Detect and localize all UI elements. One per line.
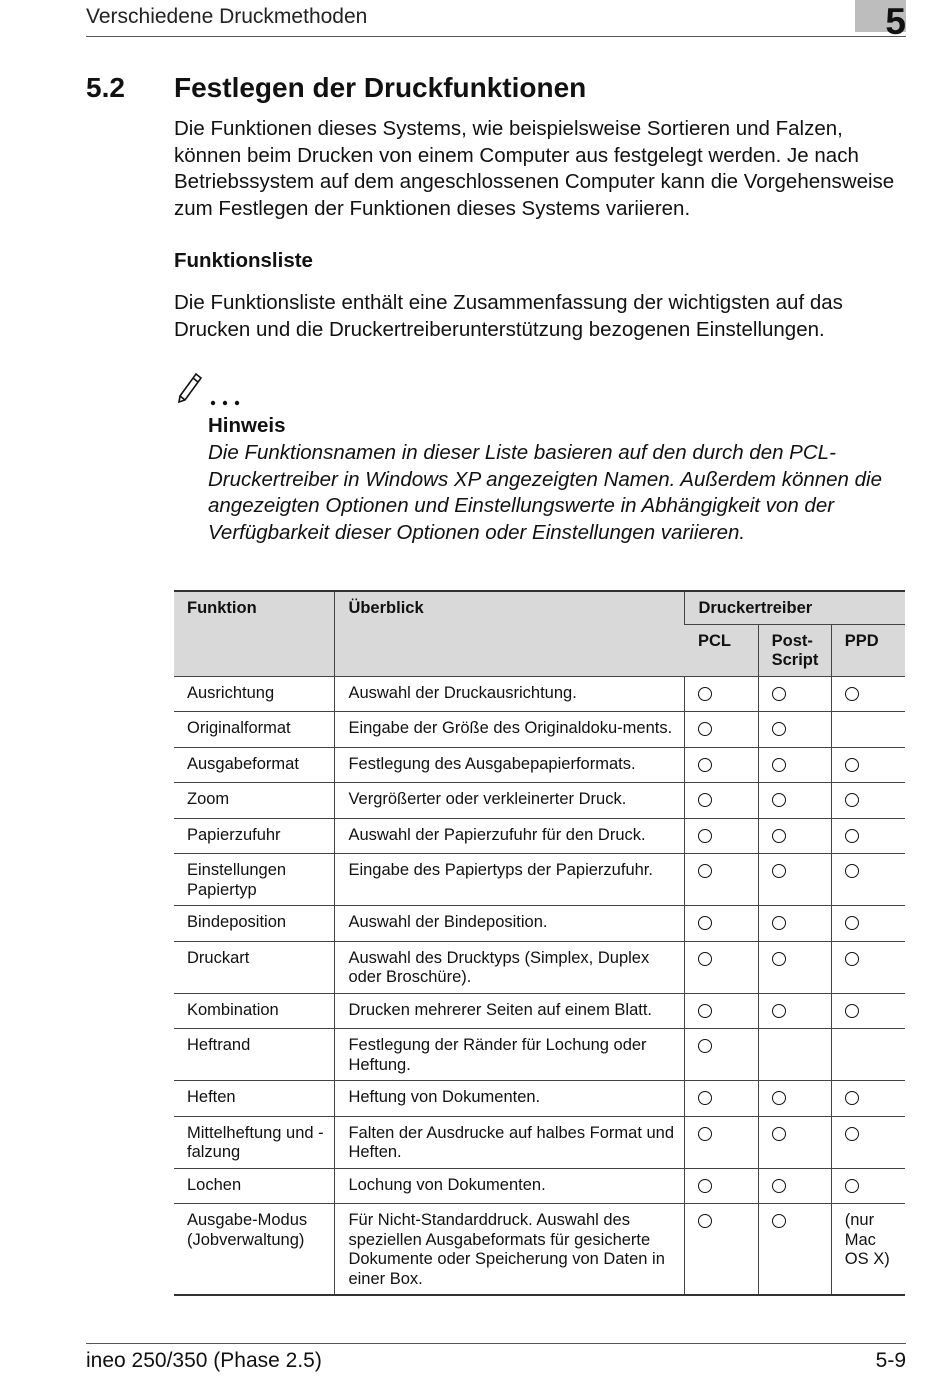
cell-funktion: Ausrichtung [174, 676, 335, 712]
cell-ppd [831, 854, 905, 906]
subheading-paragraph: Die Funktionsliste enthält eine Zusammenfassung der wichtigsten auf das Drucken und die Druckertreiberunterstützung bezogenen Einstellungen. [174, 291, 843, 341]
table-row [174, 783, 905, 819]
cell-pcl [685, 1029, 758, 1081]
supported-circle-icon [698, 687, 712, 701]
supported-circle-icon [772, 1127, 786, 1141]
cell-postscript [758, 818, 831, 854]
supported-circle-icon [845, 864, 859, 878]
table-row [174, 1168, 905, 1204]
supported-circle-icon [845, 758, 859, 772]
header-rule [86, 36, 906, 37]
note-text: Die Funktionsnamen in dieser Liste basieren auf den durch den PCL-Druckertreiber in Windows XP angezeigten Namen. Außerdem können die angezeigten Optionen und Einstellungswerte in Abhängigkeit von der Verfügbarkeit dieser Optionen oder Einstellungen variieren. [208, 441, 882, 544]
cell-funktion: Druckart [174, 941, 335, 993]
function-table [174, 590, 905, 1296]
running-header-title: Verschiedene Druckmethoden [86, 5, 368, 28]
cell-funktion: Lochen [174, 1168, 335, 1204]
supported-circle-icon [772, 952, 786, 966]
cell-pcl [685, 783, 758, 819]
cell-ueberblick: Festlegung des Ausgabepapierformats. [335, 747, 685, 783]
cell-ppd: (nur Mac OS X) [831, 1204, 905, 1296]
col-header-postscript: Post-Script [758, 624, 831, 676]
supported-circle-icon [698, 916, 712, 930]
supported-circle-icon [772, 829, 786, 843]
supported-circle-icon [772, 864, 786, 878]
supported-circle-icon [772, 1214, 786, 1228]
supported-circle-icon [698, 864, 712, 878]
cell-ueberblick: Für Nicht-Standarddruck. Auswahl des speziellen Ausgabeformats für gesicherte Dokumente oder Speicherung von Daten in einer Box. [335, 1204, 685, 1296]
supported-circle-icon [698, 1214, 712, 1228]
table-row [174, 1081, 905, 1117]
cell-ppd [831, 676, 905, 712]
cell-pcl [685, 712, 758, 748]
cell-postscript [758, 854, 831, 906]
supported-circle-icon [698, 722, 712, 736]
supported-circle-icon [845, 1004, 859, 1018]
section-title: Festlegen der Druckfunktionen [174, 72, 587, 103]
supported-circle-icon [698, 758, 712, 772]
cell-ueberblick: Lochung von Dokumenten. [335, 1168, 685, 1204]
cell-ueberblick: Auswahl der Druckausrichtung. [335, 676, 685, 712]
cell-postscript [758, 1081, 831, 1117]
cell-funktion: Heftrand [174, 1029, 335, 1081]
cell-pcl [685, 993, 758, 1029]
col-header-funktion: Funktion [174, 591, 335, 676]
cell-pcl [685, 676, 758, 712]
cell-ueberblick: Heftung von Dokumenten. [335, 1081, 685, 1117]
supported-circle-icon [698, 1004, 712, 1018]
supported-circle-icon [698, 1179, 712, 1193]
cell-ppd [831, 941, 905, 993]
cell-pcl [685, 1168, 758, 1204]
supported-circle-icon [772, 758, 786, 772]
supported-circle-icon [772, 1091, 786, 1105]
col-header-ueberblick: Überblick [335, 591, 685, 676]
table-row [174, 818, 905, 854]
supported-circle-icon [845, 829, 859, 843]
supported-circle-icon [845, 952, 859, 966]
cell-ppd [831, 712, 905, 748]
cell-pcl [685, 941, 758, 993]
cell-pcl [685, 1204, 758, 1296]
supported-circle-icon [845, 793, 859, 807]
cell-ppd [831, 1081, 905, 1117]
supported-circle-icon [698, 1039, 712, 1053]
footer-product: ineo 250/350 (Phase 2.5) [86, 1349, 322, 1372]
cell-ueberblick: Festlegung der Ränder für Lochung oder Heftung. [335, 1029, 685, 1081]
cell-postscript [758, 941, 831, 993]
cell-ueberblick: Vergrößerter oder verkleinerter Druck. [335, 783, 685, 819]
cell-postscript [758, 1168, 831, 1204]
cell-postscript [758, 747, 831, 783]
table-body [174, 676, 905, 1295]
cell-ppd [831, 993, 905, 1029]
table-row [174, 1029, 905, 1081]
supported-circle-icon [772, 1179, 786, 1193]
supported-circle-icon [698, 1127, 712, 1141]
cell-ppd [831, 747, 905, 783]
cell-ueberblick: Eingabe des Papiertyps der Papierzufuhr. [335, 854, 685, 906]
supported-circle-icon [698, 952, 712, 966]
supported-circle-icon [698, 829, 712, 843]
cell-ppd [831, 1116, 905, 1168]
cell-ueberblick: Auswahl der Bindeposition. [335, 906, 685, 942]
supported-circle-icon [772, 722, 786, 736]
cell-ueberblick: Auswahl der Papierzufuhr für den Druck. [335, 818, 685, 854]
cell-postscript [758, 783, 831, 819]
cell-funktion: Originalformat [174, 712, 335, 748]
section-number: 5.2 [86, 72, 125, 103]
pencil-note-icon [176, 368, 246, 408]
col-header-pcl: PCL [685, 624, 758, 676]
cell-funktion: Ausgabeformat [174, 747, 335, 783]
cell-funktion: Papierzufuhr [174, 818, 335, 854]
cell-funktion: Mittelheftung und -falzung [174, 1116, 335, 1168]
table-row [174, 993, 905, 1029]
supported-circle-icon [698, 793, 712, 807]
cell-ppd [831, 783, 905, 819]
cell-postscript [758, 676, 831, 712]
cell-postscript [758, 712, 831, 748]
cell-funktion: Kombination [174, 993, 335, 1029]
page-number: 5-9 [875, 1349, 906, 1372]
table-row [174, 1204, 905, 1296]
col-header-druckertreiber: Druckertreiber [685, 591, 905, 624]
cell-pcl [685, 1081, 758, 1117]
table-row [174, 712, 905, 748]
cell-pcl [685, 1116, 758, 1168]
table-row [174, 676, 905, 712]
supported-circle-icon [845, 1091, 859, 1105]
cell-ppd [831, 1168, 905, 1204]
cell-pcl [685, 906, 758, 942]
cell-ppd [831, 906, 905, 942]
cell-funktion: Zoom [174, 783, 335, 819]
chapter-number: 5 [885, 1, 906, 42]
supported-circle-icon [845, 1127, 859, 1141]
cell-funktion: Ausgabe-Modus (Jobverwaltung) [174, 1204, 335, 1296]
cell-postscript [758, 993, 831, 1029]
supported-circle-icon [772, 916, 786, 930]
cell-postscript [758, 906, 831, 942]
supported-circle-icon [772, 1004, 786, 1018]
supported-circle-icon [845, 916, 859, 930]
table-row [174, 941, 905, 993]
table-row [174, 906, 905, 942]
supported-circle-icon [845, 1179, 859, 1193]
supported-circle-icon [772, 793, 786, 807]
cell-funktion: Einstellungen Papiertyp [174, 854, 335, 906]
cell-ueberblick: Eingabe der Größe des Originaldoku-ments. [335, 712, 685, 748]
cell-funktion: Bindeposition [174, 906, 335, 942]
table-row [174, 747, 905, 783]
cell-postscript [758, 1029, 831, 1081]
subheading: Funktionsliste [174, 249, 313, 272]
cell-ppd [831, 1029, 905, 1081]
supported-circle-icon [845, 687, 859, 701]
supported-circle-icon [772, 687, 786, 701]
supported-circle-icon [698, 1091, 712, 1105]
intro-paragraph: Die Funktionen dieses Systems, wie beispielsweise Sortieren und Falzen, können beim Drucken von einem Computer aus festgelegt werden. Je nach Betriebssystem auf dem angeschlossenen Computer kann die Vorgehensweise zum Festlegen der Funktionen dieses Systems variieren. [174, 117, 895, 220]
cell-postscript [758, 1116, 831, 1168]
cell-ueberblick: Falten der Ausdrucke auf halbes Format und Heften. [335, 1116, 685, 1168]
cell-pcl [685, 747, 758, 783]
cell-ppd [831, 818, 905, 854]
cell-postscript [758, 1204, 831, 1296]
cell-ueberblick: Auswahl des Drucktyps (Simplex, Duplex oder Broschüre). [335, 941, 685, 993]
cell-pcl [685, 818, 758, 854]
table-row [174, 1116, 905, 1168]
cell-pcl [685, 854, 758, 906]
note-title: Hinweis [208, 414, 286, 437]
cell-ueberblick: Drucken mehrerer Seiten auf einem Blatt. [335, 993, 685, 1029]
cell-funktion: Heften [174, 1081, 335, 1117]
col-header-ppd: PPD [831, 624, 905, 676]
footer-rule [86, 1343, 906, 1344]
table-row [174, 854, 905, 906]
